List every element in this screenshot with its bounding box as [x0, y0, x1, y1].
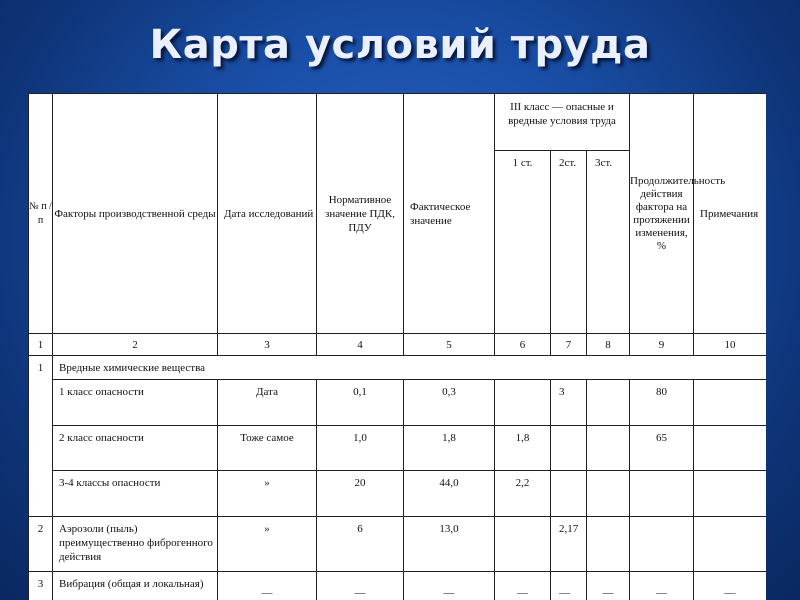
column-number-6: 6 — [495, 334, 551, 356]
table-row — [29, 471, 767, 517]
actual-cell: — — [404, 572, 495, 600]
row-number-cell: 3 — [29, 572, 53, 600]
degree-1-cell: 2,2 — [495, 471, 551, 517]
header-degree-3: 3ст. — [587, 151, 630, 334]
actual-cell: 0,3 — [404, 380, 495, 426]
column-number-5: 5 — [404, 334, 495, 356]
actual-cell: 13,0 — [404, 517, 495, 572]
factor-cell: Аэрозоли (пыль) преимущественно фиброгенного действия — [53, 517, 218, 572]
column-number-7: 7 — [551, 334, 587, 356]
factor-cell: Вибрация (общая и локальная) — [53, 572, 218, 600]
degree-1-cell — [495, 380, 551, 426]
table-row — [29, 572, 767, 600]
degree-2-cell: — — [551, 572, 587, 600]
table-row — [29, 517, 767, 572]
column-number-9: 9 — [630, 334, 694, 356]
column-number-10: 10 — [694, 334, 767, 356]
header-factors: Факторы производственной среды — [53, 94, 218, 334]
actual-cell: 44,0 — [404, 471, 495, 517]
header-duration: Продолжительность действия фактора на протяжении изменения, % — [630, 94, 694, 334]
date-cell: » — [218, 517, 317, 572]
table-row — [29, 426, 767, 471]
norm-cell: 0,1 — [317, 380, 404, 426]
norm-cell: — — [317, 572, 404, 600]
date-cell: Дата — [218, 380, 317, 426]
degree-1-cell: — — [495, 572, 551, 600]
degree-3-cell: — — [587, 572, 630, 600]
date-cell: — — [218, 572, 317, 600]
working-conditions-table — [28, 93, 766, 600]
notes-cell — [694, 426, 767, 471]
header-degree-2: 2ст. — [551, 151, 587, 334]
header-actual: Фактическое значение — [404, 94, 495, 334]
degree-1-cell: 1,8 — [495, 426, 551, 471]
actual-cell: 1,8 — [404, 426, 495, 471]
degree-1-cell — [495, 517, 551, 572]
header-class-3: III класс — опасные и вредные условия труда — [495, 94, 630, 151]
header-notes: Примечания — [694, 94, 767, 334]
duration-cell: 65 — [630, 426, 694, 471]
norm-cell: 20 — [317, 471, 404, 517]
header-degree-1: 1 ст. — [495, 151, 551, 334]
slide-title: Карта условий труда — [149, 22, 651, 68]
header-norm: Нормативное значение ПДК, ПДУ — [317, 94, 404, 334]
column-number-2: 2 — [53, 334, 218, 356]
column-number-8: 8 — [587, 334, 630, 356]
degree-2-cell: 3 — [551, 380, 587, 426]
notes-cell — [694, 471, 767, 517]
column-number-3: 3 — [218, 334, 317, 356]
header-date: Дата исследований — [218, 94, 317, 334]
degree-3-cell — [587, 517, 630, 572]
section-1-label: Вредные химические вещества — [53, 356, 767, 380]
duration-cell — [630, 471, 694, 517]
duration-cell — [630, 517, 694, 572]
column-number-4: 4 — [317, 334, 404, 356]
norm-cell: 6 — [317, 517, 404, 572]
duration-cell: 80 — [630, 380, 694, 426]
degree-3-cell — [587, 471, 630, 517]
degree-2-cell — [551, 471, 587, 517]
factor-cell: 2 класс опасности — [53, 426, 218, 471]
duration-cell: — — [630, 572, 694, 600]
degree-2-cell — [551, 426, 587, 471]
date-cell: Тоже самое — [218, 426, 317, 471]
section-1-number: 1 — [29, 356, 53, 517]
degree-3-cell — [587, 380, 630, 426]
notes-cell — [694, 380, 767, 426]
degree-2-cell: 2,17 — [551, 517, 587, 572]
norm-cell: 1,0 — [317, 426, 404, 471]
date-cell: » — [218, 471, 317, 517]
table-row — [29, 380, 767, 426]
factor-cell: 3-4 классы опасности — [53, 471, 218, 517]
notes-cell — [694, 517, 767, 572]
factor-cell: 1 класс опасности — [53, 380, 218, 426]
column-number-1: 1 — [29, 334, 53, 356]
notes-cell: — — [694, 572, 767, 600]
row-number-cell: 2 — [29, 517, 53, 572]
header-row-number: № п / п — [29, 94, 53, 334]
degree-3-cell — [587, 426, 630, 471]
